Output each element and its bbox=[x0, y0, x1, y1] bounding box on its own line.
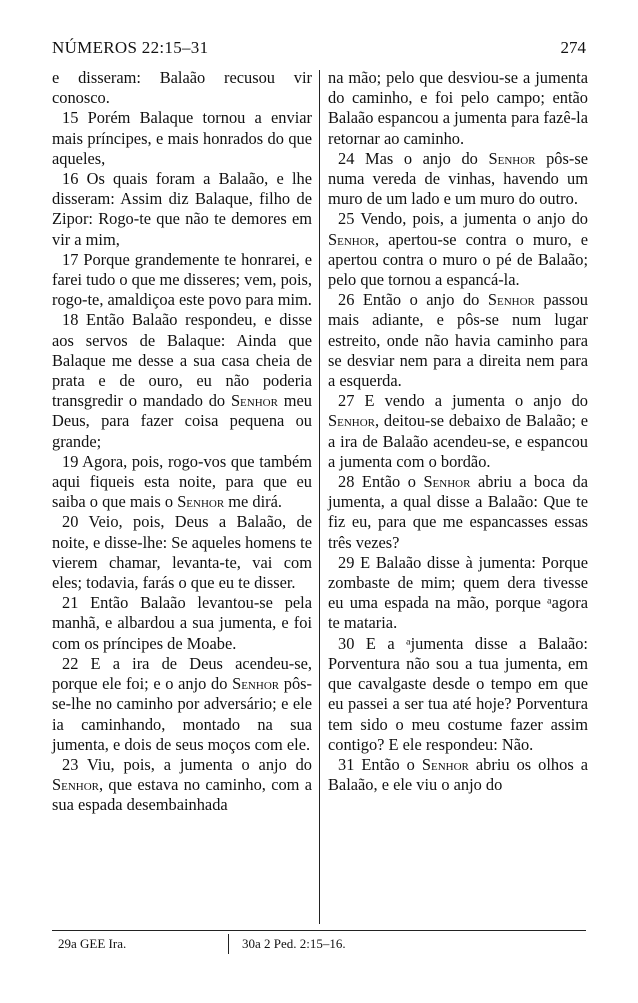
verse-paragraph: 20 Veio, pois, Deus a Balaão, de noite, e disse-lhe: Se aqueles homens te vierem chamar, levanta-te, vai com eles; todavia, farás o que eu te disser. bbox=[52, 512, 312, 593]
verse-paragraph: 24 Mas o anjo do Senhor pôs-se numa vereda de vinhas, havendo um muro de um lado e um muro do outro. bbox=[328, 148, 588, 209]
verse-paragraph: na mão; pelo que desviou-se a jumenta do caminho, e foi pelo campo; então Balaão espancou a jumenta para fazê-la retornar ao caminho. bbox=[328, 68, 588, 148]
verse-paragraph: 22 E a ira de Deus acendeu-se, porque ele foi; e o anjo do Senhor pôs-se-lhe no caminho por adversário; e ele ia caminhando, montado na sua jumenta, e dois de seus moços com ele. bbox=[52, 653, 312, 754]
page-number: 274 bbox=[560, 38, 586, 57]
verse-paragraph: 27 E vendo a jumenta o anjo do Senhor, deitou-se debaixo de Balaão; e a ira de Balaão acendeu-se, e espancou a jumenta com o bordão. bbox=[328, 391, 588, 471]
verse-paragraph: 21 Então Balaão levantou-se pela manhã, e albardou a sua jumenta, e foi com os príncipes de Moabe. bbox=[52, 593, 312, 653]
verse-paragraph: 23 Viu, pois, a jumenta o anjo do Senhor, que estava no caminho, com a sua espada desembainhada bbox=[52, 754, 312, 815]
footnote-29a[interactable]: 29a GEE Ira. bbox=[58, 936, 127, 951]
column-divider bbox=[319, 70, 320, 924]
verse-paragraph: 19 Agora, pois, rogo-vos que também aqui fiqueis esta noite, para que eu saiba o que mais o Senhor me dirá. bbox=[52, 451, 312, 512]
right-column bbox=[328, 68, 588, 795]
verse-paragraph: 29 E Balaão disse à jumenta: Porque zombaste de mim; quem dera tivesse eu uma espada na mão, porque ᵃagora te mataria. bbox=[328, 552, 588, 633]
page-header bbox=[52, 38, 586, 62]
verse-paragraph: 31 Então o Senhor abriu os olhos a Balaão, e ele viu o anjo do bbox=[328, 754, 588, 795]
footnote-30a[interactable]: 30a 2 Ped. 2:15–16. bbox=[242, 936, 346, 951]
verse-paragraph: 28 Então o Senhor abriu a boca da jumenta, a qual disse a Balaão: Que te fiz eu, para que me espancasses essas três vezes? bbox=[328, 472, 588, 552]
chapter-reference: NÚMEROS 22:15–31 bbox=[52, 38, 209, 57]
footnote-rule bbox=[52, 930, 586, 931]
verse-paragraph: 26 Então o anjo do Senhor passou mais adiante, e pôs-se num lugar estreito, onde não havia caminho para se desviar nem para a direita nem para a esquerda. bbox=[328, 290, 588, 391]
footnotes bbox=[52, 936, 586, 956]
verse-paragraph: 17 Porque grandemente te honrarei, e farei tudo o que me disseres; vem, pois, rogo-te, amaldiçoa este povo para mim. bbox=[52, 249, 312, 310]
verse-paragraph: e disseram: Balaão recusou vir conosco. bbox=[52, 68, 312, 108]
verse-paragraph: 30 E a ᵃjumenta disse a Balaão: Porventura não sou a tua jumenta, em que cavalgaste desde o tempo em que eu passei a ser tua até hoje? Porventura tem sido o meu costume fazer assim contigo? E ele respondeu: Não. bbox=[328, 633, 588, 754]
verse-paragraph: 15 Porém Balaque tornou a enviar mais príncipes, e mais honrados do que aqueles, bbox=[52, 108, 312, 168]
footnote-separator bbox=[228, 934, 229, 954]
verse-paragraph: 16 Os quais foram a Balaão, e lhe disseram: Assim diz Balaque, filho de Zipor: Rogo-te que não te demores em vir a mim, bbox=[52, 169, 312, 249]
left-column bbox=[52, 68, 312, 816]
verse-paragraph: 18 Então Balaão respondeu, e disse aos servos de Balaque: Ainda que Balaque me desse a sua casa cheia de prata e de ouro, eu não poderia transgredir o mandado do Senhor meu Deus, para fazer coisa pequena ou grande; bbox=[52, 310, 312, 451]
verse-paragraph: 25 Vendo, pois, a jumenta o anjo do Senhor, apertou-se contra o muro, e apertou contra o muro o pé de Balaão; pelo que tornou a espancá-la. bbox=[328, 209, 588, 290]
